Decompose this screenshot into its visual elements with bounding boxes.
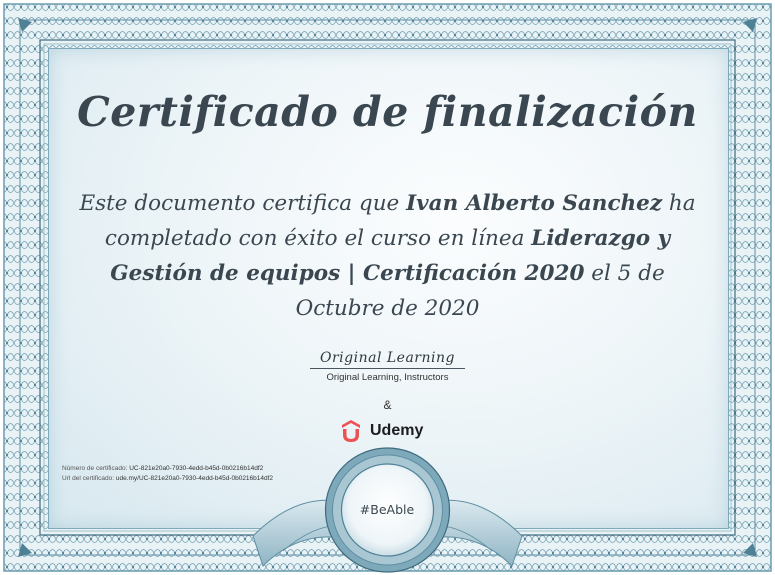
student-name: Ivan Alberto Sanchez (406, 191, 663, 216)
seal-text: #BeAble (359, 502, 415, 517)
certificate-url[interactable]: ude.my/UC-821e20a0-7930-4edd-b45d-0b0216b14df2 (115, 475, 274, 482)
udemy-wordmark: Udemy (370, 422, 424, 439)
certificate-number-row (62, 464, 273, 474)
statement-prefix: Este documento certifica que (79, 191, 407, 216)
certificate-url-label: Url del certificado: (62, 475, 115, 482)
certificate-number: UC-821e20a0-7930-4edd-b45d-0b0216b14df2 (129, 465, 264, 472)
completion-date: el 5 de Octubre de 2020 (295, 261, 665, 321)
certificate-title: Certificado de finalización (77, 88, 698, 136)
ampersand: & (383, 398, 392, 412)
certificate-number-label: Número de certificado: (62, 465, 128, 472)
instructor-signature: Original Learning (310, 350, 465, 369)
udemy-brand (338, 418, 423, 444)
instructor-name: Original Learning, Instructors (326, 372, 449, 383)
instructor-block (310, 350, 465, 383)
certificate-statement (65, 186, 710, 326)
certificate-info (62, 464, 273, 484)
certificate-url-row (62, 474, 273, 484)
statement-mid: ha completado con éxito el curso en línea (104, 191, 696, 251)
course-name: Liderazgo y Gestión de equipos | Certificación 2020 (110, 226, 671, 286)
udemy-logo-icon (338, 418, 364, 444)
